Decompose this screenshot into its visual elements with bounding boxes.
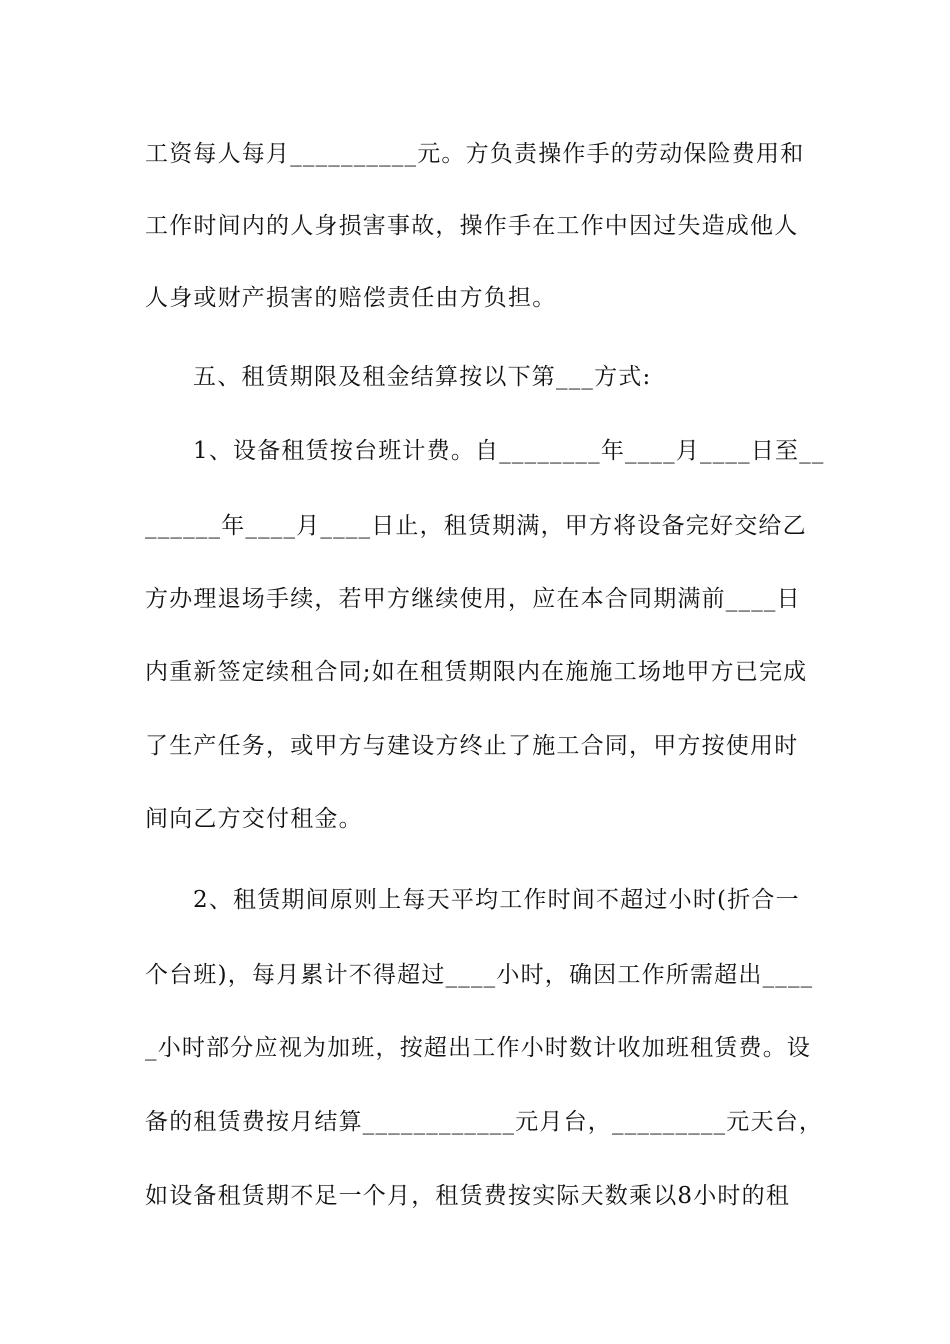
text-line: 2、租赁期间原则上每天平均工作时间不超过小时(折合一 xyxy=(193,887,800,913)
text-line: 个台班)，每月累计不得超过____小时，确因工作所需超出____ xyxy=(145,962,814,988)
section-heading: 五、租赁期限及租金结算按以下第___方式: xyxy=(193,364,652,390)
text-line: _小时部分应视为加班，按超出工作小时数计收加班租赁费。设 xyxy=(145,1035,812,1061)
text-line: 间向乙方交付租金。 xyxy=(145,806,363,832)
text-line: 了生产任务，或甲方与建设方终止了施工合同，甲方按使用时 xyxy=(145,733,799,759)
text-line: 内重新签定续租合同;如在租赁期限内在施施工场地甲方已完成 xyxy=(145,659,808,685)
text-line: ______年____月____日止，租赁期满，甲方将设备完好交给乙 xyxy=(145,513,807,539)
text-line: 工资每人每月__________元。方负责操作手的劳动保险费用和 xyxy=(145,141,805,167)
text-line: 备的租赁费按月结算____________元月台，_________元天台， xyxy=(145,1109,824,1135)
text-line: 人身或财产损害的赔偿责任由方负担。 xyxy=(145,285,557,311)
text-line: 工作时间内的人身损害事故，操作手在工作中因过失造成他人 xyxy=(145,213,799,239)
text-line: 方办理退场手续，若甲方继续使用，应在本合同期满前____日 xyxy=(145,586,801,612)
text-line: 1、设备租赁按台班计费。自________年____月____日至__ xyxy=(193,438,825,464)
text-line: 如设备租赁期不足一个月，租赁费按实际天数乘以8小时的租 xyxy=(145,1183,791,1209)
